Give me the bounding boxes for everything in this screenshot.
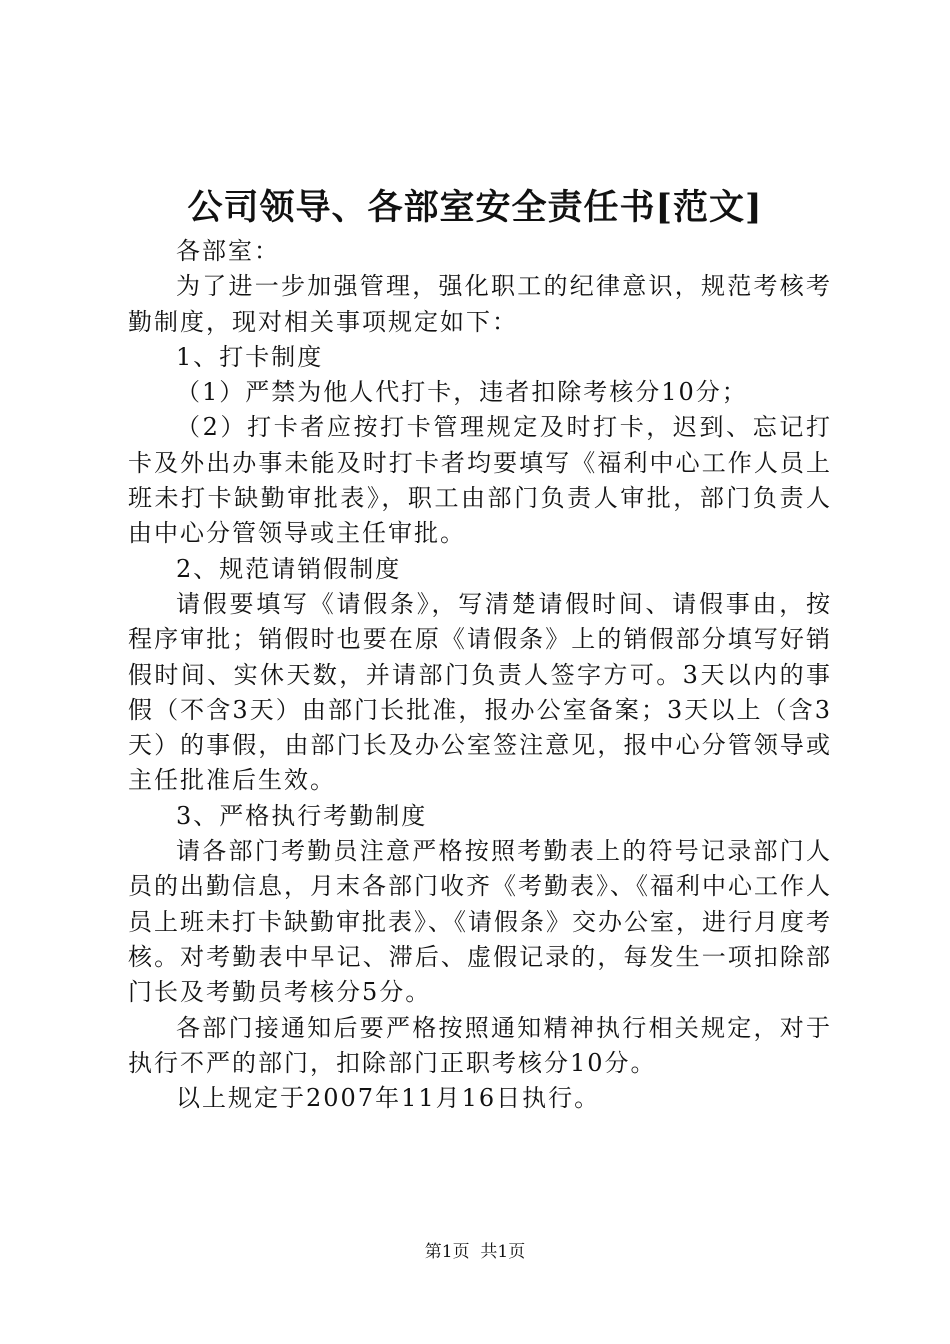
attendance-paragraph: 请各部门考勤员注意严格按照考勤表上的符号记录部门人员的出勤信息，月末各部门收齐《考勤表》、《福利中心工作人员上班未打卡缺勤审批表》、《请假条》交办公室，进行月度考核。对考勤表中早记、滞后、虚假记录的，每发生一项扣除部门长及考勤员考核分5分。 bbox=[128, 837, 832, 1007]
clock-in-rule-1: （1）严禁为他人代打卡，违者扣除考核分10分； bbox=[176, 378, 748, 407]
document-body bbox=[128, 234, 832, 1116]
document-title: 公司领导、各部室安全责任书[范文] bbox=[187, 187, 763, 228]
section-heading-clock-in: 1、打卡制度 bbox=[176, 342, 324, 371]
section-heading-leave: 2、规范请销假制度 bbox=[176, 554, 402, 583]
effective-date-paragraph: 以上规定于2007年11月16日执行。 bbox=[176, 1084, 601, 1113]
page-footer: 第1页 共1页 bbox=[424, 1242, 526, 1262]
section-heading-attendance: 3、严格执行考勤制度 bbox=[176, 801, 428, 830]
leave-paragraph: 请假要填写《请假条》，写清楚请假时间、请假事由，按程序审批；销假时也要在原《请假条》上的销假部分填写好销假时间、实休天数，并请部门负责人签字方可。3天以内的事假（不含3天）由部门长批准，报办公室备案；3天以上（含3天）的事假，由部门长及办公室签注意见，报中心分管领导或主任批准后生效。 bbox=[128, 589, 832, 795]
clock-in-rule-2: （2）打卡者应按打卡管理规定及时打卡，迟到、忘记打卡及外出办事未能及时打卡者均要填写《福利中心工作人员上班未打卡缺勤审批表》，职工由部门负责人审批，部门负责人由中心分管领导或主任审批。 bbox=[128, 413, 832, 548]
enforcement-paragraph: 各部门接通知后要严格按照通知精神执行相关规定，对于执行不严的部门，扣除部门正职考核分10分。 bbox=[128, 1013, 832, 1077]
salutation: 各部室： bbox=[176, 237, 280, 265]
intro-paragraph: 为了进一步加强管理，强化职工的纪律意识，规范考核考勤制度，现对相关事项规定如下： bbox=[128, 272, 832, 336]
